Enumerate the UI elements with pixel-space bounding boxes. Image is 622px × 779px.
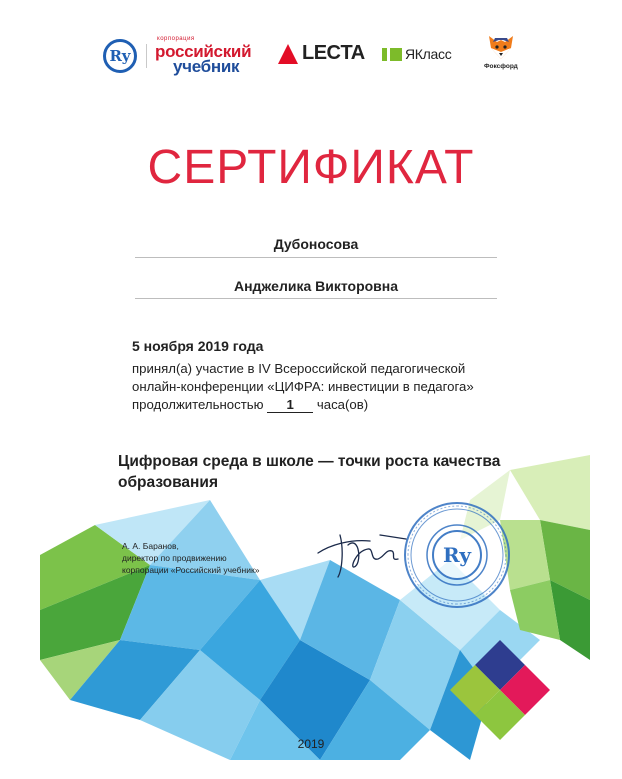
participation-line-2: онлайн-конференции «ЦИФРА: инвестиции в педагога»	[132, 379, 474, 394]
russian-textbook-logo	[103, 36, 251, 75]
topic-line-1: Цифровая среда в школе — точки роста качества	[118, 453, 501, 470]
recipient-surname: Дубоносова	[273, 236, 359, 252]
signer-block	[122, 540, 259, 576]
svg-text:Ry: Ry	[443, 543, 471, 567]
ru-logo-line2: учебник	[173, 57, 240, 76]
recipient-given-names: Анджелика Викторовна	[233, 278, 399, 294]
fox-icon	[487, 34, 515, 60]
participation-line-1: принял(а) участие в IV Всероссийской педагогической	[132, 361, 466, 376]
certificate-title: СЕРТИФИКАТ	[147, 141, 475, 194]
talk-topic	[118, 451, 518, 493]
duration-suffix: часа(ов)	[316, 397, 369, 412]
foxford-logo	[484, 34, 518, 70]
signer-name: А. А. Баранов,	[122, 541, 179, 551]
yaklass-logo-text: ЯКласс	[405, 46, 452, 62]
lecta-logo	[278, 42, 365, 65]
yaklass-book-icon	[382, 48, 402, 61]
surname-underline	[135, 257, 497, 258]
participation-text	[132, 360, 522, 414]
duration-line	[132, 396, 522, 414]
yaklass-logo	[382, 46, 451, 62]
topic-line-2: образования	[118, 474, 218, 491]
given-names-underline	[135, 298, 497, 299]
certificate-year: 2019	[297, 737, 325, 751]
event-date: 5 ноября 2019 года	[132, 338, 264, 354]
foxford-logo-text: Фоксфорд	[484, 63, 518, 70]
ru-logo-mark: Ry	[103, 39, 137, 73]
lecta-logo-text: LECTA	[302, 42, 365, 64]
ru-logo-small-text: корпорация	[157, 36, 195, 42]
ru-logo-line1: российский	[155, 42, 252, 61]
official-stamp	[402, 500, 512, 610]
lecta-triangle-icon	[278, 44, 298, 64]
logo-separator	[146, 44, 147, 68]
signer-position-line1: директор по продвижению	[122, 553, 227, 563]
duration-prefix: продолжительностью	[132, 397, 264, 412]
duration-value: 1	[267, 398, 313, 413]
signer-position-line2: корпорации «Российский учебник»	[122, 565, 260, 575]
